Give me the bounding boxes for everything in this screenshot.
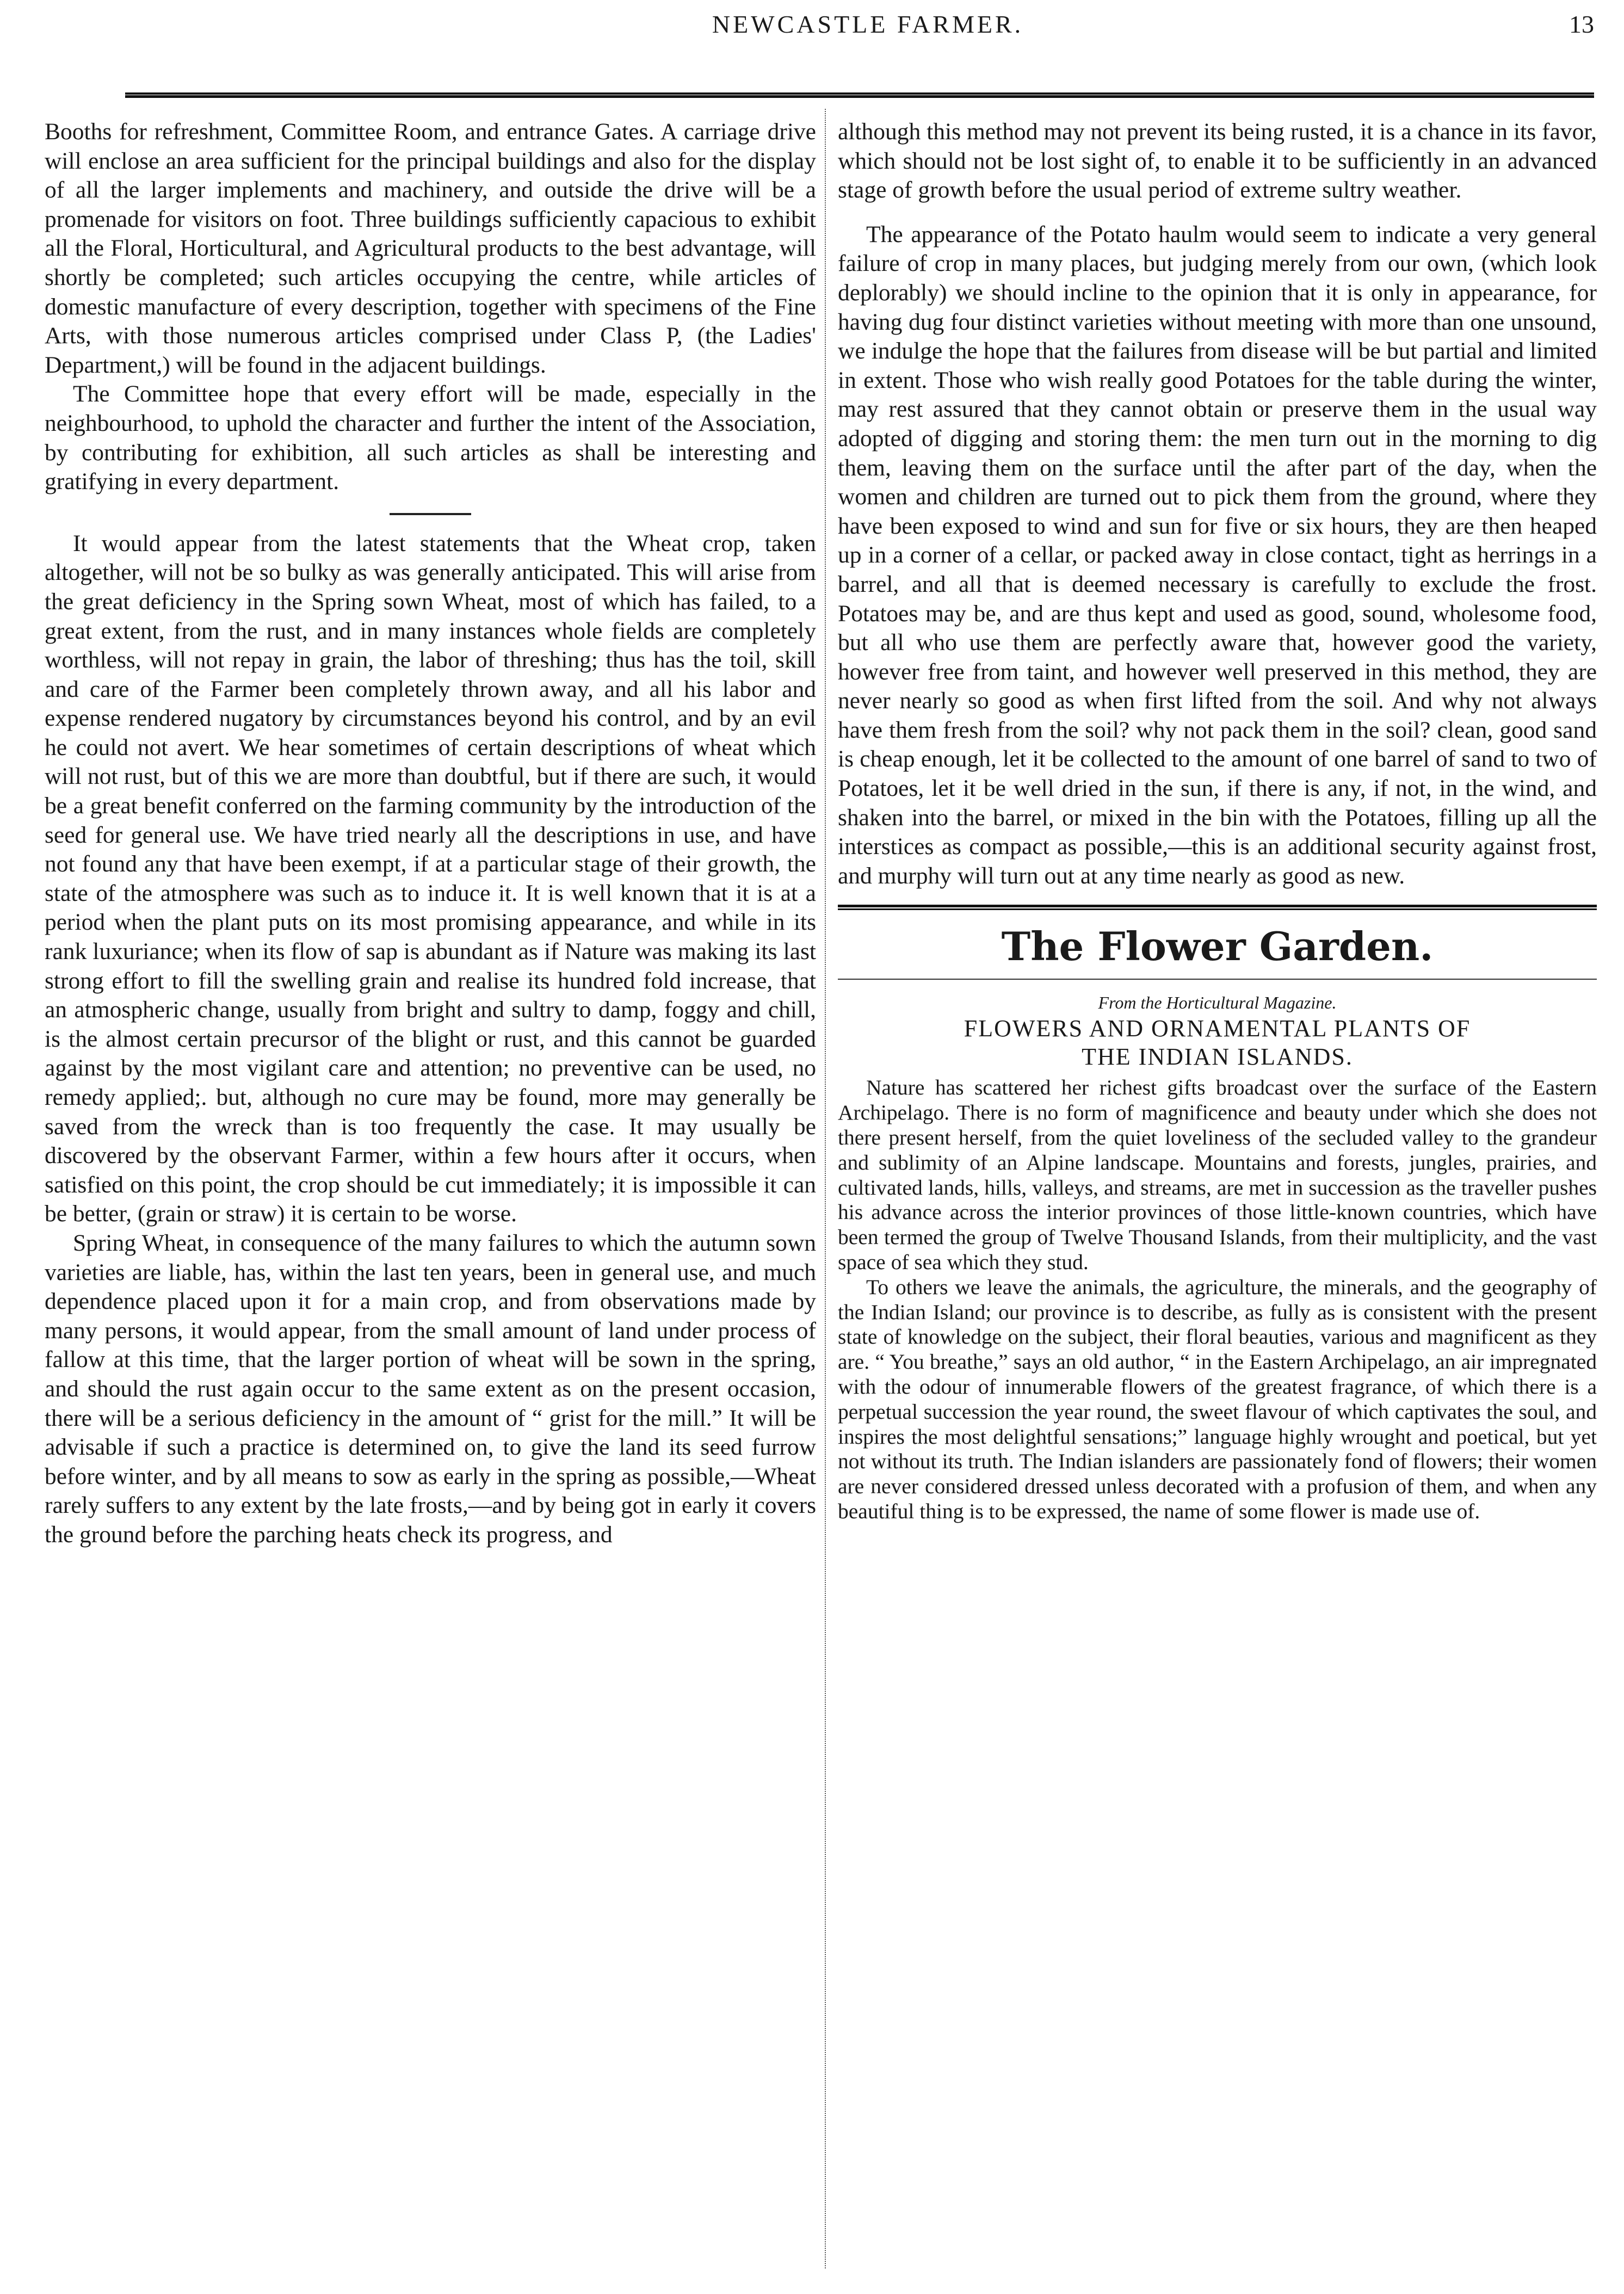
article-body [838, 1075, 1597, 1524]
article-source: From the Horticultural Magazine. [1098, 993, 1337, 1013]
header-rule [125, 92, 1594, 98]
article-title-line: FLOWERS AND ORNAMENTAL PLANTS OF [964, 1015, 1471, 1042]
paragraph: To others we leave the animals, the agriculture, the minerals, and the geography of the Indian Island; our province is to describe, as fully as is consistent with the present state of knowledge on the subject, their floral beauties, various and magnificent as they are. “ You breathe,” says an old author, “ in the Eastern Archipelago, an air impregnated with the odour of innumerable flowers of the greatest fragrance, of which there is a perpetual succession the year round, the sweet flavour of which captivates the soul, and inspires the most delightful sensations;” language highly wrought and poetical, but yet not without its truth. The Indian islanders are passionately fond of flowers; their women are never considered dressed unless decorated with a profusion of them, and when any beautiful thing is to be expressed, the name of some flower is made use of. [838, 1275, 1597, 1523]
paragraph: although this method may not prevent its being rusted, it is a chance in its favor, which should not be lost sight of, to enable it to be sufficiently in an advanced stage of growth before the usual period of extreme sultry weather. [838, 119, 1597, 203]
paragraph: It would appear from the latest statements that the Wheat crop, taken altogether, will not be so bulky as was generally anticipated. This will arise from the great deficiency in the Spring sown Wheat, most of which has failed, to a great extent, from the rust, and in many instances whole fields are completely worthless, will not repay in grain, the labor of threshing; thus has the toil, skill and care of the Farmer been completely thrown away, and all his labor and expense rendered nugatory by circumstances beyond his control, and by an evil he could not avert. We hear sometimes of certain descriptions of wheat which will not rust, but of this we are more than doubtful, but if there are such, it would be a great benefit conferred on the farming community by the introduction of the seed for general use. We have tried nearly all the descriptions in use, and have not found any that have been exempt, if at a particular stage of their growth, the state of the atmosphere was such as to induce it. It is well known that it is at a period when the plant puts on its most promising appearance, and while in its rank luxuriance; when its flow of sap is abundant as if Nature was making its last strong effort to fill the swelling grain and realise its hundred fold increase, that an atmospheric change, usually from bright and sultry to damp, foggy and chill, is the almost certain precursor of the blight or rust, and this cannot be guarded against by the most vigilant care and attention; no preventive can be used, no remedy applied;. but, although no cure may be found, more may generally be saved from the wreck than is too frequently the case. It may usually be discovered by the observant Farmer, within a few hours after it occurs, when satisfied on this point, the crop should be cut immediately; it is impossible it can be better, (grain or straw) it is certain to be worse. [45, 530, 816, 1227]
paragraph: Spring Wheat, in consequence of the many failures to which the autumn sown varieties are liable, has, within the last ten years, been in general use, and much dependence placed upon it for a main crop, and from observations made by many persons, it would appear, from the small amount of land under process of fallow at this time, that the larger portion of wheat will be sown in the spring, and should the rust again occur to the same extent as on the present occasion, there will be a serious deficiency in the amount of “ grist for the mill.” It will be advisable if such a practice is determined on, to give the land its seed furrow before winter, and by all means to sow as early in the spring as possible,—Wheat rarely suffers to any extent by the late frosts,—and by being got in early it covers the ground before the parching heats check its progress, and [45, 1229, 816, 1548]
paragraph-gap [838, 205, 1597, 220]
article-title-line: THE INDIAN ISLANDS. [1082, 1043, 1353, 1071]
page-number: 13 [1569, 10, 1594, 38]
article-title [838, 1015, 1597, 1071]
column-divider [825, 109, 826, 2268]
paragraph: The Committee hope that every effort will be made, especially in the neighbourhood, to uphold the character and further the intent of the Association, by contributing for exhibition, all such articles as shall be interesting and gratifying in every department. [45, 381, 816, 495]
left-column [45, 118, 816, 1550]
section-rule [838, 905, 1597, 910]
right-column [838, 118, 1597, 1524]
section-heading: The Flower Garden. [1001, 923, 1434, 970]
paragraph: Nature has scattered her richest gifts broadcast over the surface of the Eastern Archipelago. There is no form of magnificence and beauty under which she does not there present herself, from the quiet loveliness of the secluded valley to the grandeur and sublimity of an Alpine landscape. Mountains and forests, jungles, prairies, and cultivated lands, hills, valleys, and streams, are met in succession as the traveller pushes his advance across the interior provinces of those little-known countries, which have been termed the group of Twelve Thousand Islands, from their multiplicity, and the vast space of sea which they stud. [838, 1075, 1597, 1275]
paragraph: Booths for refreshment, Committee Room, and entrance Gates. A carriage drive will enclose an area sufficient for the principal buildings and also for the display of all the larger implements and machinery, and outside the drive will be a promenade for visitors on foot. Three buildings sufficiently capacious to exhibit all the Floral, Horticultural, and Agricultural products to the best advantage, will shortly be completed; such articles occupying the centre, while articles of domestic manufacture of every description, together with specimens of the Fine Arts, with those numerous articles comprised under Class P, (the Ladies' Department,) will be found in the adjacent buildings. [45, 119, 816, 378]
separator-rule [390, 513, 471, 515]
heading-underline [838, 979, 1597, 980]
paragraph: The appearance of the Potato haulm would seem to indicate a very general failure of crop in many places, but judging merely from our own, (which look deplorably) we should incline to the opinion that it is only in appearance, for having dug four distinct varieties without meeting with more than one unsound, we indulge the hope that the failures from disease will be but partial and limited in extent. Those who wish really good Potatoes for the table during the winter, may rest assured that they cannot obtain or preserve them in the usual way adopted of digging and storing them: the men turn out in the morning to dig them, leaving them on the surface until the after part of the day, when the women and children are turned out to pick them from the ground, where they have been exposed to wind and sun for five or six hours, they are then heaped up in a corner of a cellar, or packed away in close contact, tight as herrings in a barrel, and all that is deemed necessary is carefully to exclude the frost. Potatoes may be, and are thus kept and used as good, sound, wholesome food, but all who use them are perfectly aware that, however good the variety, however free from taint, and however well preserved in this method, they are never nearly so good as when first lifted from the soil. And why not always have them fresh from the soil? why not pack them in the soil? clean, good sand is cheap enough, let it be collected to the amount of one barrel of sand to two of Potatoes, let it be well dried in the sun, if there is any, if not, in the wind, and shaken into the barrel, or mixed in the bin with the Potatoes, filling up all the interstices as compact as possible,—this is an additional security against frost, and murphy will turn out at any time nearly as good as new. [838, 221, 1597, 889]
running-title: NEWCASTLE FARMER. [712, 10, 1024, 38]
running-head [141, 10, 1594, 48]
